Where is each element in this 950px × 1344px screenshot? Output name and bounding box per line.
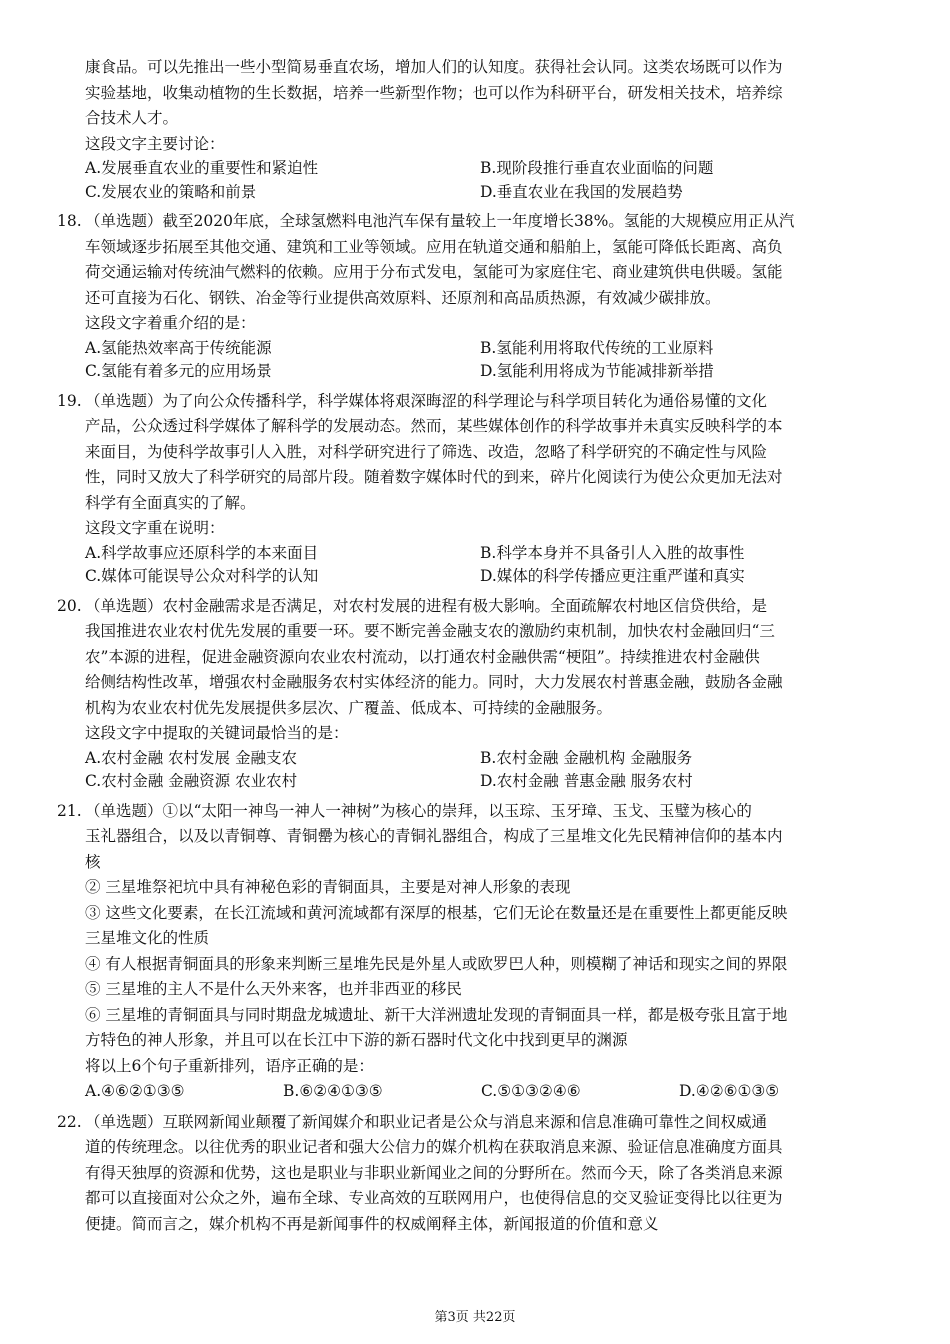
question-passage	[85, 389, 892, 517]
option-a[interactable]: A.④⑥②①③⑤	[85, 1082, 185, 1100]
passage-line: 荷交通运输对传统油气燃料的依赖。应用于分布式发电，氢能可为家庭住宅、商业建筑供电供暖。氢能	[85, 263, 783, 281]
question-number: 22.	[57, 1112, 82, 1131]
question-18	[57, 209, 892, 384]
option-c[interactable]: C.媒体可能误导公众对科学的认知	[85, 567, 319, 585]
question-number: 18.	[57, 212, 82, 230]
option-c[interactable]: C.农村金融 金融资源 农业农村	[85, 772, 298, 790]
passage-line: 车领域逐步拓展至其他交通、建筑和工业等领域。应用在轨道交通和船舶上，氢能可降低长距离、高负	[85, 237, 783, 256]
question-header	[57, 389, 892, 517]
option-d[interactable]: D.氢能利用将成为节能减排新举措	[480, 362, 714, 380]
question-passage	[85, 209, 892, 311]
passage-line: 合技术人才。	[85, 109, 179, 127]
options-row	[57, 337, 892, 361]
question-passage	[85, 1110, 892, 1238]
option-b[interactable]: B.⑥②④①③⑤	[283, 1082, 383, 1100]
option-a[interactable]: A.科学故事应还原科学的本来面目	[85, 543, 319, 562]
passage-line: 来面目，为使科学故事引人入胜，对科学研究进行了筛选、改造，忽略了科学研究的不确定性与风险	[85, 442, 768, 461]
sentence-6-continued: 方特色的神人形象，并且可以在长江中下游的新石器时代文化中找到更早的渊源	[85, 1031, 628, 1049]
passage-line: （单选题）截至2020年底，全球氢燃料电池汽车保有量较上一年度增长38%。氢能的大规模应用正从汽	[85, 212, 795, 230]
passage-line: 道的传统理念。以往优秀的职业记者和强大公信力的媒介机构在获取消息来源、验证信息准确度方面具	[85, 1138, 783, 1156]
passage-line: （单选题）①以“太阳一神鸟一神人一神树”为核心的崇拜，以玉琮、玉牙璋、玉戈、玉璧为核心的	[85, 801, 752, 820]
passage-line: 实验基地，收集动植物的生长数据，培养一些新型作物；也可以作为科研平台，研发相关技术，培养综	[85, 83, 783, 102]
option-b[interactable]: B.科学本身并不具备引人入胜的故事性	[480, 543, 745, 562]
sentence-4: ④ 有人根据青铜面具的形象来判断三星堆先民是外星人或欧罗巴人种，则模糊了神话和现实之间的界限	[85, 954, 788, 973]
option-d[interactable]: D.农村金融 普惠金融 服务农村	[480, 772, 693, 790]
option-c[interactable]: C.⑤①③②④⑥	[481, 1082, 581, 1100]
sentence-6: ⑥ 三星堆的青铜面具与同时期盘龙城遗址、新干大洋洲遗址发现的青铜面具一样，都是极夸张且富于地	[85, 1005, 788, 1024]
question-17-continuation	[57, 55, 892, 204]
passage-line: 农”本源的进程，促进金融资源向农业农村流动，以打通农村金融供需“梗阻”。持续推进农村金融供	[85, 647, 760, 666]
option-a[interactable]: A.农村金融 农村发展 金融支农	[85, 748, 297, 767]
question-header	[57, 594, 892, 722]
passage-line: 便捷。简而言之，媒介机构不再是新闻事件的权威阐释主体，新闻报道的价值和意义	[85, 1214, 659, 1233]
question-prompt: 这段文字主要讨论：	[85, 134, 225, 153]
passage-line: 产品，公众透过科学媒体了解科学的发展动态。然而，某些媒体创作的科学故事并未真实反映科学的本	[85, 417, 783, 435]
question-prompt: 将以上6个句子重新排列，语序正确的是：	[85, 1056, 374, 1075]
question-passage	[85, 594, 892, 722]
option-a[interactable]: A.发展垂直农业的重要性和紧迫性	[85, 159, 319, 177]
question-22	[57, 1110, 892, 1238]
options-row	[57, 1079, 892, 1105]
page-content	[57, 55, 892, 1237]
question-number: 21.	[57, 801, 82, 820]
sentence-5: ⑤ 三星堆的主人不是什么天外来客，也并非西亚的移民	[85, 980, 462, 998]
passage-line: 还可直接为石化、钢铁、冶金等行业提供高效原料、还原剂和高品质热源，有效减少碳排放。	[85, 288, 721, 307]
question-prompt: 这段文字中提取的关键词最恰当的是：	[85, 724, 349, 742]
passage-line: 有得天独厚的资源和优势，这也是职业与非职业新闻业之间的分野所在。然而今天，除了各类消息来源	[85, 1163, 783, 1182]
option-d[interactable]: D.媒体的科学传播应更注重严谨和真实	[480, 567, 745, 585]
passage-line: 机构为农业农村优先发展提供多层次、广覆盖、低成本、可持续的金融服务。	[85, 698, 613, 717]
passage-line: 玉礼器组合，以及以青铜尊、青铜罍为核心的青铜礼器组合，构成了三星堆文化先民精神信仰的基本内	[85, 827, 783, 845]
question-prompt: 这段文字重在说明：	[85, 519, 225, 537]
options-row	[57, 181, 892, 205]
passage-line: 康食品。可以先推出一些小型简易垂直农场，增加人们的认知度。获得社会认同。这类农场既可以作为	[85, 58, 783, 76]
sentence-2: ② 三星堆祭祀坑中具有神秘色彩的青铜面具，主要是对神人形象的表现	[85, 878, 571, 896]
options-row	[57, 542, 892, 566]
options-row	[57, 360, 892, 384]
passage-line: 核	[85, 852, 101, 871]
passage-line: （单选题）农村金融需求是否满足，对农村发展的进程有极大影响。全面疏解农村地区信贷供给，是	[85, 596, 768, 615]
passage-line: 科学有全面真实的了解。	[85, 493, 256, 512]
question-passage	[85, 799, 892, 876]
question-prompt: 这段文字着重介绍的是：	[85, 314, 256, 332]
option-c[interactable]: C.氢能有着多元的应用场景	[85, 362, 272, 380]
options-row	[57, 747, 892, 771]
options-row	[57, 157, 892, 181]
sentence-3: ③ 这些文化要素，在长江流域和黄河流域都有深厚的根基，它们无论在数量还是在重要性上都更能反映	[85, 903, 788, 922]
page-footer: 第3页 共22页	[434, 1310, 516, 1325]
passage-line: 性，同时又放大了科学研究的局部片段。随着数字媒体时代的到来，碎片化阅读行为使公众更加无法对	[85, 468, 783, 486]
question-header	[57, 209, 892, 311]
question-21	[57, 799, 892, 1105]
passage-line: 都可以直接面对公众之外，遍布全球、专业高效的互联网用户，也使得信息的交叉验证变得比以往更为	[85, 1189, 783, 1207]
passage-line: 给侧结构性改革，增强农村金融服务农村实体经济的能力。同时，大力发展农村普惠金融，鼓励各金融	[85, 673, 783, 691]
option-d[interactable]: D.垂直农业在我国的发展趋势	[480, 182, 683, 201]
question-20	[57, 594, 892, 794]
options-row	[57, 770, 892, 794]
passage-line: 我国推进农业农村优先发展的重要一环。要不断完善金融支农的激励约束机制，加快农村金融回归“三	[85, 622, 775, 640]
option-b[interactable]: B.农村金融 金融机构 金融服务	[480, 748, 693, 767]
options-row	[57, 565, 892, 589]
question-header	[57, 799, 892, 876]
question-number: 19.	[57, 391, 82, 410]
option-c[interactable]: C.发展农业的策略和前景	[85, 182, 257, 201]
question-header	[57, 1110, 892, 1238]
question-19	[57, 389, 892, 589]
option-a[interactable]: A.氢能热效率高于传统能源	[85, 338, 272, 357]
question-number: 20.	[57, 596, 82, 615]
sentence-3-continued: 三星堆文化的性质	[85, 929, 210, 947]
option-b[interactable]: B.氢能利用将取代传统的工业原料	[480, 338, 714, 357]
passage-line: （单选题）互联网新闻业颠覆了新闻媒介和职业记者是公众与消息来源和信息准确可靠性之间权威通	[85, 1112, 768, 1131]
passage-line: （单选题）为了向公众传播科学，科学媒体将艰深晦涩的科学理论与科学项目转化为通俗易懂的文化	[85, 391, 768, 410]
option-b[interactable]: B.现阶段推行垂直农业面临的问题	[480, 159, 714, 177]
option-d[interactable]: D.④②⑥①③⑤	[679, 1082, 780, 1100]
